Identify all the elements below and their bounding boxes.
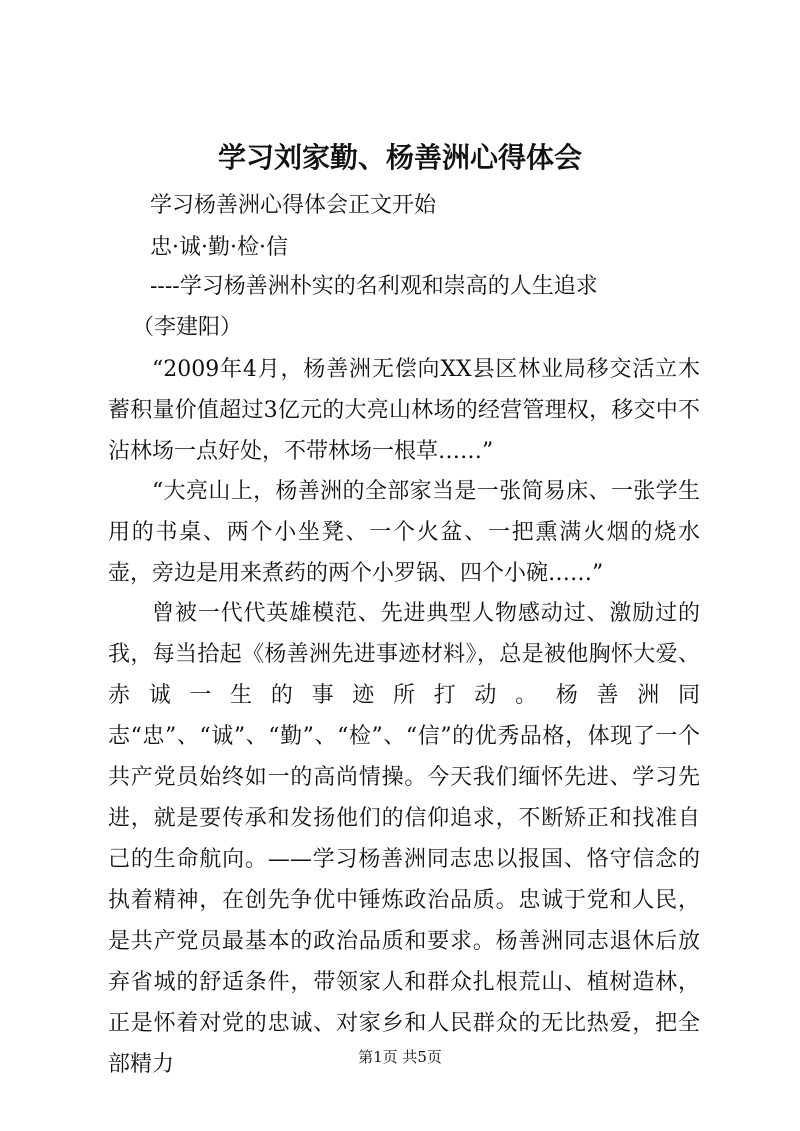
paragraph-1: “2009年4月，杨善洲无偿向XX县区林业局移交活立木蓄积量价值超过3亿元的大亮山林场的经营管理权，移交中不沾林场一点好处，不带林场一根草……” bbox=[108, 357, 700, 464]
document-title: 学习刘家勤、杨善洲心得体会 bbox=[217, 141, 582, 174]
subtitle: 学习杨善洲心得体会正文开始 bbox=[150, 193, 437, 218]
virtues-line: 忠·诚·勤·检·信 bbox=[150, 235, 288, 260]
paragraph-3: 曾被一代代英雄模范、先进典型人物感动过、激励过的我，每当拾起《杨善洲先进事迹材料》，总是被他胸怀大爱、赤诚一生的事迹所打动。杨善洲同志“忠”、“诚”、“勤”、“检”、“信”的优秀品格，体现了一个共产党员始终如一的高尚情操。今天我们缅怀先进、学习先进，就是要传承和发扬他们的信仰追求，不断矫正和找准自己的生命航向。——学习杨善洲同志忠以报国、恪守信念的执着精神，在创先争优中锤炼政治品质。忠诚于党和人民，是共产党员最基本的政治品质和要求。杨善洲同志退休后放弃省城的舒适条件，带领家人和群众扎根荒山、植树造林，正是怀着对党的忠诚、对家乡和人民群众的无比热爱，把全部精力 bbox=[108, 601, 700, 1077]
author-line: （李建阳） bbox=[132, 315, 243, 340]
section-heading: ----学习杨善洲朴实的名利观和崇高的人生追求 bbox=[150, 274, 598, 299]
page-footer: 第1页 共5页 bbox=[358, 1048, 442, 1066]
paragraph-2: “大亮山上，杨善洲的全部家当是一张简易床、一张学生用的书桌、两个小坐凳、一个火盆、一把熏满火烟的烧水壶，旁边是用来煮药的两个小罗锅、四个小碗……” bbox=[108, 479, 700, 586]
